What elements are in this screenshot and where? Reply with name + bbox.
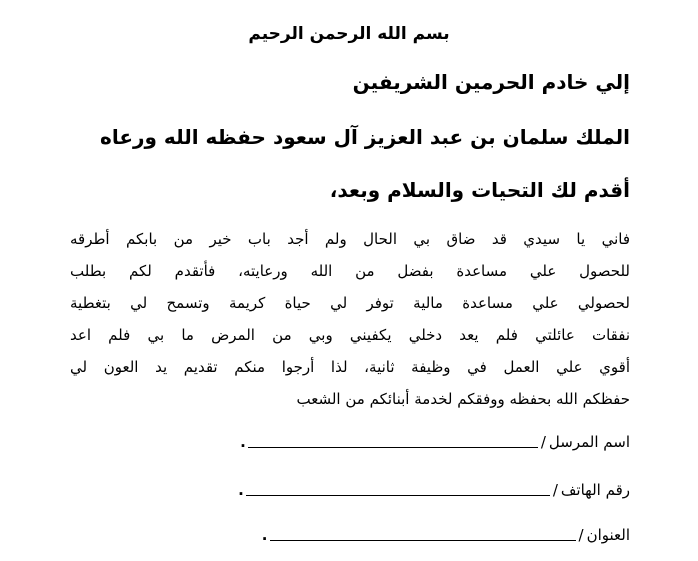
sender-name-label: اسم المرسل [548, 433, 630, 451]
body-line: أقوي علي العمل في وظيفة ثانية، لذا أرجوا منكم تقديم يد العون لي [70, 358, 630, 376]
body-line: فاني يا سيدي قد ضاق بي الحال ولم أجد باب خير من بابكم أطرقه [70, 230, 630, 248]
field-dot: . [261, 526, 268, 544]
body-line: للحصول علي مساعدة بفضل من الله ورعايته، فأتقدم لكم بطلب [70, 262, 630, 280]
field-slash: / [540, 433, 546, 451]
address-blank-line[interactable] [270, 526, 576, 541]
address-field[interactable] [262, 526, 630, 544]
field-dot: . [238, 481, 244, 499]
field-dot: . [240, 433, 246, 451]
sender-name-blank-line[interactable] [248, 433, 538, 448]
body-line: نفقات عائلتي فلم يعد دخلي يكفيني وبي من المرض ما بي فلم اعد [70, 326, 630, 344]
body-line: لحصولي علي مساعدة مالية توفر لي حياة كريمة وتسمح لي بتغطية [70, 294, 630, 312]
address-label: العنوان [586, 526, 630, 544]
phone-number-label: رقم الهاتف [560, 481, 630, 499]
salutation-line-king-name: الملك سلمان بن عبد العزيز آل سعود حفظه الله ورعاه [100, 125, 630, 149]
salutation-line-addressee: إلي خادم الحرمين الشريفين [352, 70, 630, 94]
salutation-line-greeting: أقدم لك التحيات والسلام وبعد، [329, 178, 630, 202]
field-slash: / [578, 526, 584, 544]
body-line: حفظكم الله بحفظه ووفقكم لخدمة أبنائكم من الشعب [296, 390, 630, 408]
field-slash: / [552, 481, 558, 499]
phone-number-blank-line[interactable] [246, 481, 550, 496]
basmala-heading: بسم الله الرحمن الرحيم [248, 24, 450, 44]
phone-number-field[interactable] [238, 481, 630, 499]
sender-name-field[interactable] [240, 433, 630, 451]
letter-body [70, 230, 630, 422]
